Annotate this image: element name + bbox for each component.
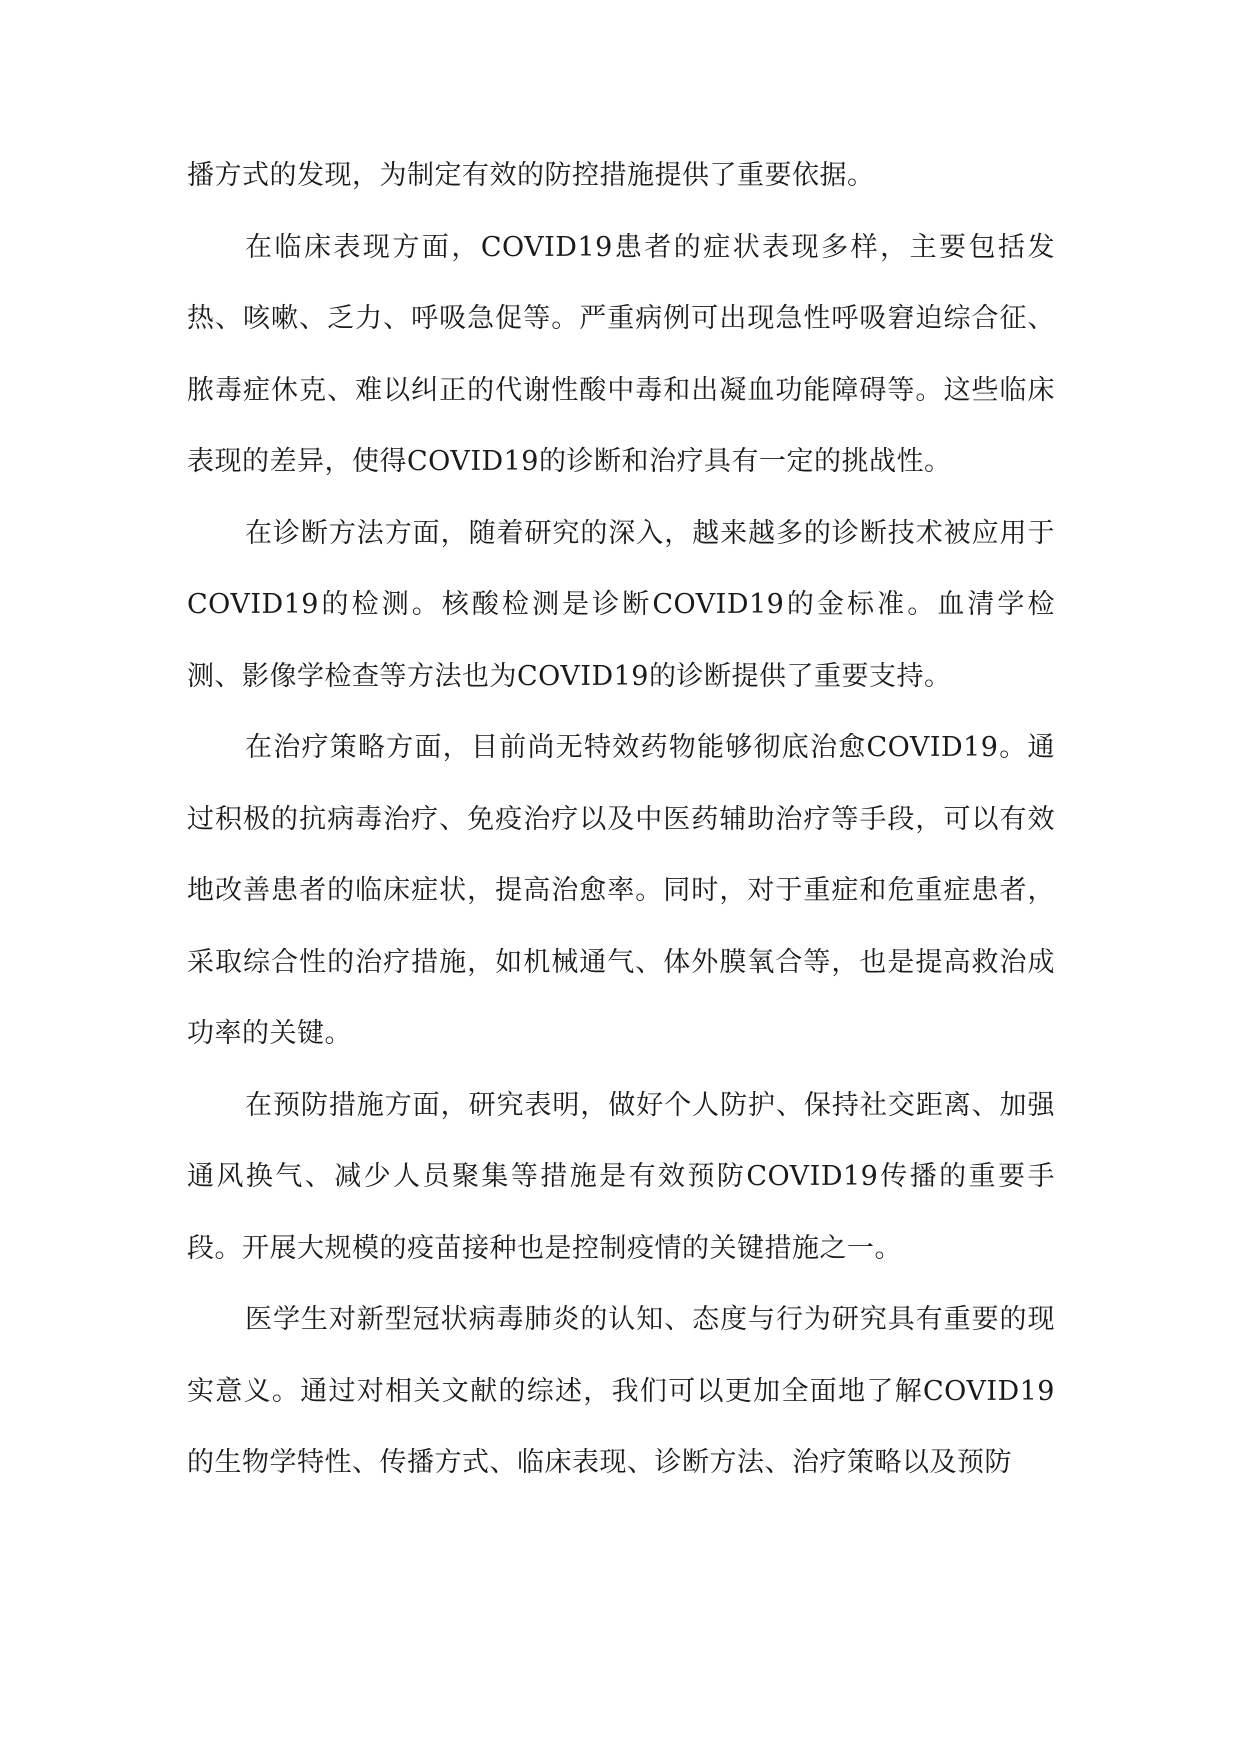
paragraph-clinical-manifestations: 在临床表现方面，COVID19患者的症状表现多样，主要包括发热、咳嗽、乏力、呼吸急促等。严重病例可出现急性呼吸窘迫综合征、脓毒症休克、难以纠正的代谢性酸中毒和出凝血功能障碍等。这些临床表现的差异，使得COVID19的诊断和治疗具有一定的挑战性。 xyxy=(187,231,1055,477)
paragraph-treatment-strategies: 在治疗策略方面，目前尚无特效药物能够彻底治愈COVID19。通过积极的抗病毒治疗、免疫治疗以及中医药辅助治疗等手段，可以有效地改善患者的临床症状，提高治愈率。同时，对于重症和危重症患者，采取综合性的治疗措施，如机械通气、体外膜氧合等，也是提高救治成功率的关键。 xyxy=(187,732,1055,1049)
paragraph-diagnosis-methods: 在诊断方法方面，随着研究的深入，越来越多的诊断技术被应用于COVID19的检测。核酸检测是诊断COVID19的金标准。血清学检测、影像学检查等方法也为COVID19的诊断提供了重要支持。 xyxy=(187,517,1055,692)
paragraph-continuation: 播方式的发现，为制定有效的防控措施提供了重要依据。 xyxy=(187,160,875,191)
document-body xyxy=(187,140,1055,1499)
paragraph-research-significance: 医学生对新型冠状病毒肺炎的认知、态度与行为研究具有重要的现实意义。通过对相关文献的综述，我们可以更加全面地了解COVID19的生物学特性、传播方式、临床表现、诊断方法、治疗策略以及预防 xyxy=(187,1304,1055,1478)
paragraph-prevention-measures: 在预防措施方面，研究表明，做好个人防护、保持社交距离、加强通风换气、减少人员聚集等措施是有效预防COVID19传播的重要手段。开展大规模的疫苗接种也是控制疫情的关键措施之一。 xyxy=(187,1089,1055,1264)
